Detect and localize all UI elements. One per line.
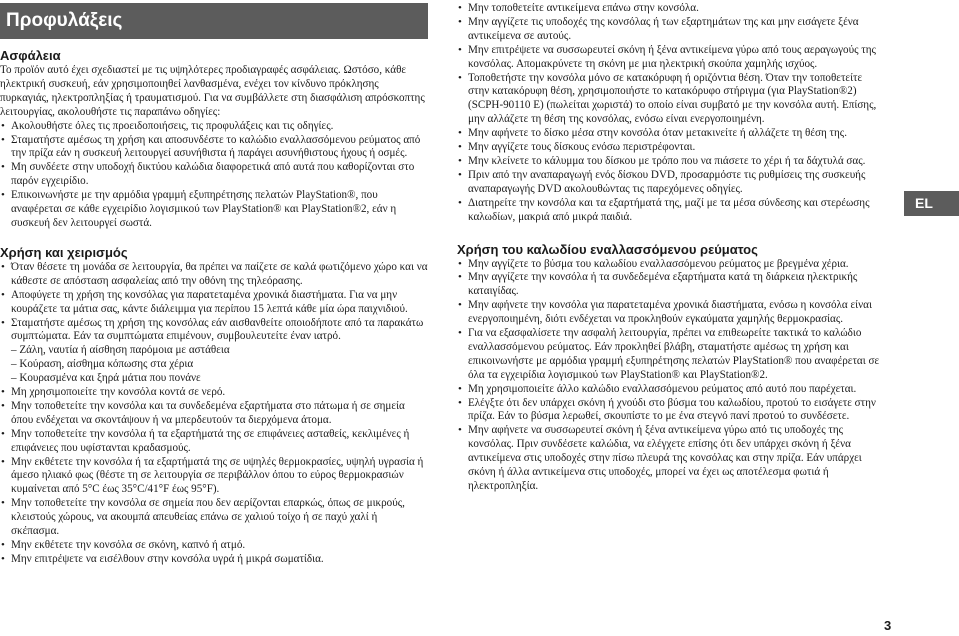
symptom-item: – Ζάλη, ναυτία ή αίσθηση παρόμοια με αστάθεια (11, 344, 230, 357)
list-item: • Μην αγγίζετε τις υποδοχές της κονσόλας ή των εξαρτημάτων της και μην εισάγετε ξένα αντικείμενα σε αυτούς. (457, 16, 882, 44)
use-heading: Χρήση και χειρισμός (0, 244, 128, 260)
list-item: • Μη χρησιμοποιείτε την κονσόλα κοντά σε νερό. (0, 386, 428, 400)
left-column (0, 48, 428, 567)
symptom-item: – Κουρασμένα και ξηρά μάτια που πονάνε (11, 372, 201, 385)
list-item: • Μην τοποθετείτε την κονσόλα σε σημεία που δεν αερίζονται επαρκώς, όπως σε μικρούς, κλειστούς χώρους, να ακουμπά απευθείας επάνω σε χαλιού τοίχο ή σε παχύ χαλί ή σκέπασμα. (0, 497, 428, 539)
list-item: • Αποφύγετε τη χρήση της κονσόλας για παρατεταμένα χρονικά διαστήματα. Για να μην κουράζετε τα μάτια σας, κάντε διάλειμμα για περίπου 15 λεπτά κάθε μία ώρα παιχνιδιού. (0, 289, 428, 317)
list-item: • Σταματήστε αμέσως τη χρήση και αποσυνδέστε το καλώδιο εναλλασσόμενου ρεύματος από την πρίζα εάν η συσκευή λειτουργεί ασυνήθιστα ή παράγει ασυνήθιστους ήχους ή οσμές. (0, 134, 428, 162)
right-column (457, 2, 882, 494)
ac-cable-heading: Χρήση του καλωδίου εναλλασσόμενου ρεύματος (457, 241, 758, 257)
list-item: • Μην εκθέτετε την κονσόλα ή τα εξαρτήματά της σε υψηλές θερμοκρασίες, υψηλή υγρασία ή άμεσο ηλιακό φως (θέστε τη σε λειτουργία σε περιβάλλον όπου το εύρος θερμοκρασιών κυμαίνεται από 5°C έως 35°C/41°F έως 95°F). (0, 456, 428, 498)
list-item: • Ελέγξτε ότι δεν υπάρχει σκόνη ή χνούδι στο βύσμα του καλωδίου, προτού το εισάγετε στην πρίζα. Εάν το βύσμα λερωθεί, σκουπίστε το με ένα στεγνό πανί προτού το συνδέσετε. (457, 397, 882, 425)
list-item: • Μην αφήνετε να συσσωρευτεί σκόνη ή ξένα αντικείμενα γύρω από τις υποδοχές της κονσόλας. Πριν συνδέσετε καλώδια, να ελέγχετε επίσης ότι δεν υπάρχει σκόνη ή ξένα αντικείμενα στις υποδοχές στην πίσω πλευρά της κονσόλας και στην πρίζα. Εάν υπάρχει σκόνη ή άλλα αντικείμενα στις υποδοχές, μπορεί να έχει ως αποτέλεσμα φωτιά ή ηλεκτροπληξία. (457, 424, 882, 494)
list-item: • Τοποθετήστε την κονσόλα μόνο σε κατακόρυφη ή οριζόντια θέση. Όταν την τοποθετείτε στην κατακόρυφη θέση, χρησιμοποιήστε το κατακόρυφο στήριγμα (για PlayStation®2) (SCPH-90110 E) (πωλείται χωριστά) το οποίο είναι συμβατό με την κονσόλα αυτή. Επίσης, μην αλλάζετε τη θέση της κονσόλας, ενόσω είναι ενεργοποιημένη. (457, 72, 882, 128)
list-item: • Μην κλείνετε το κάλυμμα του δίσκου με τρόπο που να πιάσετε το χέρι ή τα δάχτυλά σας. (457, 155, 882, 169)
list-item: • Όταν θέσετε τη μονάδα σε λειτουργία, θα πρέπει να παίζετε σε καλά φωτιζόμενο χώρο και να κάθεστε σε απόσταση ασφαλείας από την οθόνη της τηλεόρασης. (0, 261, 428, 289)
list-item: • Μη συνδέετε στην υποδοχή δικτύου καλώδια διαφορετικά από αυτά που καθορίζονται στο παρόν εγχειρίδιο. (0, 161, 428, 189)
list-item: • Ακολουθήστε όλες τις προειδοποιήσεις, τις προφυλάξεις και τις οδηγίες. (0, 120, 428, 134)
page-title: Προφυλάξεις (0, 3, 428, 39)
language-tab: EL (904, 191, 959, 216)
list-item: • Μην αγγίζετε την κονσόλα ή τα συνδεδεμένα εξαρτήματα κατά τη διάρκεια ηλεκτρικής καταιγίδας. (457, 271, 882, 299)
list-item: • Διατηρείτε την κονσόλα και τα εξαρτήματά της, μαζί με τα μέσα σύνδεσης και στερέωσης καλωδίων, μακριά από μικρά παιδιά. (457, 197, 882, 225)
use-list (0, 261, 428, 567)
list-item: • Μην αγγίζετε το βύσμα του καλωδίου εναλλασσόμενου ρεύματος με βρεγμένα χέρια. (457, 258, 882, 272)
safety-list (0, 120, 428, 231)
list-item: • Μην αφήνετε το δίσκο μέσα στην κονσόλα όταν μετακινείτε ή αλλάζετε τη θέση της. (457, 127, 882, 141)
safety-intro: Το προϊόν αυτό έχει σχεδιαστεί με τις υψηλότερες προδιαγραφές ασφάλειας. Ωστόσο, κάθε ηλεκτρική συσκευή, εάν χρησιμοποιηθεί λανθασμένα, ενέχει τον κίνδυνο πρόκλησης πυρκαγιάς, ηλεκτροπληξίας ή τραυματισμού. Για να συμβάλλετε στη διασφάλιση απρόσκοπτης λειτουργίας, ακολουθήστε τις παραπάνω οδηγίες: (0, 64, 425, 118)
list-item: • Επικοινωνήστε με την αρμόδια γραμμή εξυπηρέτησης πελατών PlayStation®, που αναφέρεται σε κάθε εγχειρίδιο λογισμικού των PlayStation® και PlayStation®2, εάν η συσκευή δεν λειτουργεί σωστά. (0, 189, 428, 231)
list-item: • Μην τοποθετείτε αντικείμενα επάνω στην κονσόλα. (457, 2, 882, 16)
ac-cable-list (457, 258, 882, 494)
symptom-item: – Κούραση, αίσθημα κόπωσης στα χέρια (11, 358, 194, 371)
list-item: • Μην αφήνετε την κονσόλα για παρατεταμένα χρονικά διαστήματα, ενόσω η κονσόλα είναι ενεργοποιημένη, διότι ενδέχεται να προκληθούν εγκαύματα χαμηλής θερμοκρασίας. (457, 299, 882, 327)
list-item: • Μην τοποθετείτε την κονσόλα και τα συνδεδεμένα εξαρτήματα στο πάτωμα ή σε σημεία όπου ενδέχεται να σκοντάψουν ή να μπερδευτούν τα διερχόμενα άτομα. (0, 400, 428, 428)
list-item: • Πριν από την αναπαραγωγή ενός δίσκου DVD, προσαρμόστε τις ρυθμίσεις της συσκευής αναπαραγωγής DVD ακολουθώντας τις παρεχόμενες οδηγίες. (457, 169, 882, 197)
list-item: • Για να εξασφαλίσετε την ασφαλή λειτουργία, πρέπει να επιθεωρείτε τακτικά το καλώδιο εναλλασσόμενου ρεύματος. Εάν προκληθεί βλάβη, σταματήστε αμέσως τη χρήση και επικοινωνήστε με αρμόδια γραμμή εξυπηρέτησης πελατών PlayStation® που αναφέρεται σε όλα τα εγχειρίδια λογισμικού των PlayStation® και PlayStation®2. (457, 327, 882, 383)
list-item: • Μην τοποθετείτε την κονσόλα ή τα εξαρτήματά της σε επιφάνειες ασταθείς, κεκλιμένες ή επιφάνειες που υφίστανται κραδασμούς. (0, 428, 428, 456)
general-list (457, 2, 882, 225)
list-item: • Μην επιτρέψετε να εισέλθουν στην κονσόλα υγρά ή μικρά σωματίδια. (0, 553, 428, 567)
list-item: • Μην επιτρέψετε να συσσωρευτεί σκόνη ή ξένα αντικείμενα γύρω από τους αεραγωγούς της κονσόλας. Απομακρύνετε τη σκόνη με μια ηλεκτρική σκούπα χαμηλής ισχύος. (457, 44, 882, 72)
list-item: • Μην αγγίζετε τους δίσκους ενόσω περιστρέφονται. (457, 141, 882, 155)
list-item: • Σταματήστε αμέσως τη χρήση της κονσόλας εάν αισθανθείτε οποιοδήποτε από τα παρακάτω συμπτώματα. Εάν τα συμπτώματα επιμένουν, συμβουλευτείτε έναν ιατρό. (0, 317, 428, 345)
safety-heading: Ασφάλεια (0, 48, 61, 63)
list-item: • Μη χρησιμοποιείτε άλλο καλώδιο εναλλασσόμενου ρεύματος από αυτό που παρέχεται. (457, 383, 882, 397)
list-item: • Μην εκθέτετε την κονσόλα σε σκόνη, καπνό ή ατμό. (0, 539, 428, 553)
page-number: 3 (884, 618, 892, 633)
